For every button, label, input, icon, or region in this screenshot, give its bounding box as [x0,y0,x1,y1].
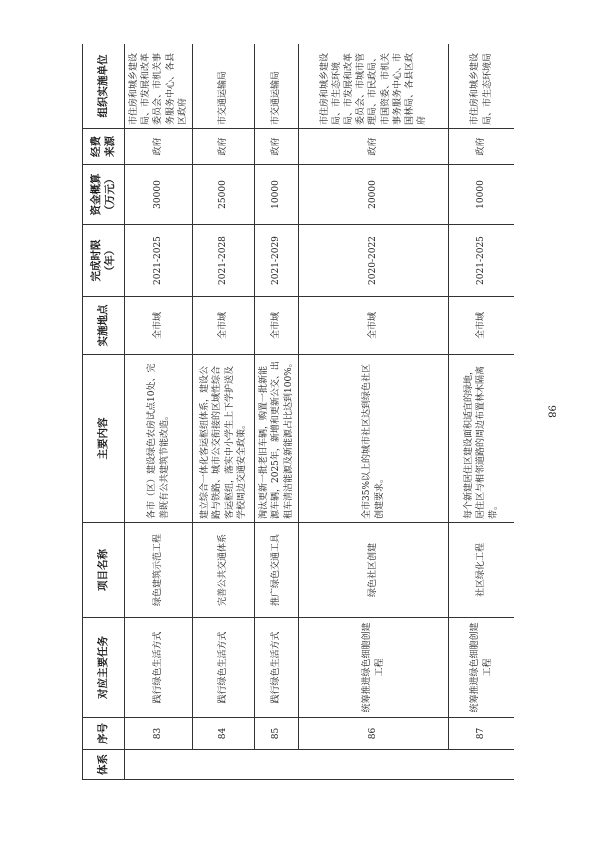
header-task: 对应主要任务 [83,618,125,718]
row-content: 淘汰更新一批老旧车辆，购置一批新能源车辆，2025年，新增和更新公交、出租车清洁能源及新能源占比达到100%。 [255,355,299,523]
row-funds: 10000 [449,165,515,225]
row-content: 每个新建居住区建设面积适宜的绿地，居住区与相邻道路的周边布置林木隔离带。 [449,355,515,523]
row-funds: 20000 [299,165,449,225]
row-task: 统筹推进绿色细胞创建工程 [449,618,515,718]
row-content: 各市（区）建设绿色农房试点10处、完善既有公共建筑节能改造。 [125,355,193,523]
header-content: 主要内容 [83,355,125,523]
header-funds: 资金概算（万元） [83,165,125,225]
header-location: 实施地点 [83,297,125,355]
system-cell [125,750,515,780]
header-source: 经费来源 [83,129,125,165]
row-project: 推广绿色交通工具 [255,523,299,618]
row-project: 完善公共交通体系 [193,523,255,618]
row-source: 政府 [255,129,299,165]
header-org: 组织实施单位 [83,44,125,129]
header-row [83,44,125,780]
table-row [449,44,515,780]
row-location: 全市域 [255,297,299,355]
row-source: 政府 [299,129,449,165]
row-funds: 30000 [125,165,193,225]
row-funds: 10000 [255,165,299,225]
project-table [82,44,514,780]
row-source: 政府 [193,129,255,165]
row-task: 践行绿色生活方式 [255,618,299,718]
table-row [125,44,193,780]
row-project: 社区绿化工程 [449,523,515,618]
table-row [299,44,449,780]
table-frame [82,44,514,780]
row-deadline: 2021-2029 [255,225,299,297]
row-index: 87 [449,718,515,750]
header-project: 项目名称 [83,523,125,618]
rotated-table-wrapper [82,44,514,780]
row-source: 政府 [449,129,515,165]
row-content: 建立综合一体化客运枢纽体系，建设公路与铁路、城市公交衔接的区域性综合客运枢纽，落实中小学生上下学护送及学校周边交通安全政策。 [193,355,255,523]
row-task: 统筹推进绿色细胞创建工程 [299,618,449,718]
row-location: 全市域 [449,297,515,355]
row-funds: 25000 [193,165,255,225]
row-deadline: 2021-2028 [193,225,255,297]
row-org: 市交通运输局 [255,44,299,129]
header-deadline: 完成时限（年） [83,225,125,297]
table-row [193,44,255,780]
row-deadline: 2020-2022 [299,225,449,297]
header-index: 序号 [83,718,125,750]
row-deadline: 2021-2025 [125,225,193,297]
row-task: 践行绿色生活方式 [193,618,255,718]
row-index: 83 [125,718,193,750]
row-source: 政府 [125,129,193,165]
page-number: 98 [545,405,557,418]
row-project: 绿色建筑示范工程 [125,523,193,618]
row-task: 践行绿色生活方式 [125,618,193,718]
row-org: 市交通运输局 [193,44,255,129]
row-index: 86 [299,718,449,750]
header-system: 体系 [83,750,125,780]
row-index: 84 [193,718,255,750]
table-row [255,44,299,780]
row-org: 市住房和城乡建设局、市生态环境局、市发展和改革委员会、市城市管理局、市民政局、市国资委、市机关事务服务中心、市国林局、各县区政府 [299,44,449,129]
row-location: 全市域 [193,297,255,355]
row-index: 85 [255,718,299,750]
row-location: 全市域 [125,297,193,355]
row-org: 市住房和城乡建设局、市发展和改革委员会、市机关事务服务中心、各县区政府 [125,44,193,129]
row-content: 全市35%以上的城市社区达到绿色社区创建要求。 [299,355,449,523]
row-org: 市住房和城乡建设局、市生态环境局 [449,44,515,129]
row-deadline: 2021-2025 [449,225,515,297]
row-project: 绿色社区创建 [299,523,449,618]
row-location: 全市域 [299,297,449,355]
